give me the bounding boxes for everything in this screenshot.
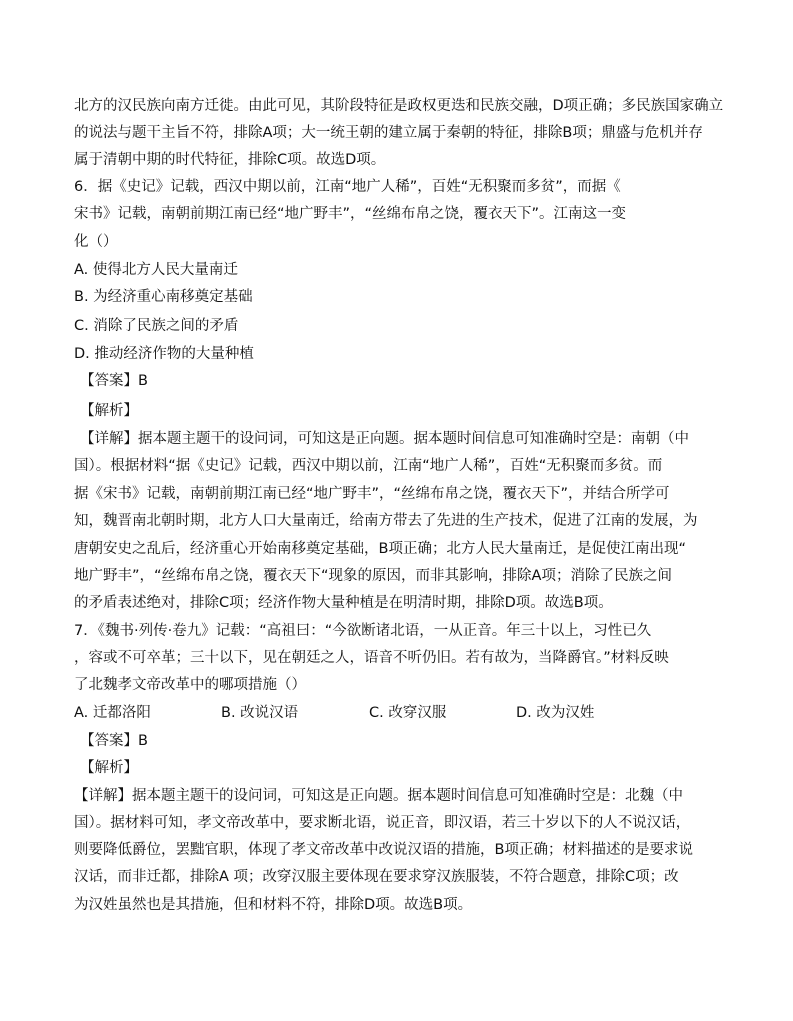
question-7-option-c: C. 改穿汉服 bbox=[369, 705, 447, 721]
text-line: 北方的汉民族向南方迁徙。由此可见，其阶段特征是政权更迭和民族交融，D项正确；多民族国家确立 bbox=[74, 98, 724, 114]
question-7-option-a: A. 迁都洛阳 bbox=[74, 705, 151, 721]
question-7-option-d: D. 改为汉姓 bbox=[516, 705, 595, 721]
question-7-answer: 【答案】B bbox=[80, 733, 148, 749]
question-6-answer: 【答案】B bbox=[80, 373, 148, 389]
question-6-explanation: 唐朝安史之乱后，经济重心开始南移奠定基础，B项正确；北方人民大量南迁，是促使江南出现“ bbox=[74, 541, 686, 557]
text-line: 的说法与题干主旨不符，排除A项；大一统王朝的建立属于秦朝的特征，排除B项；鼎盛与危机并存 bbox=[74, 125, 703, 141]
question-7-stem: 了北魏孝文帝改革中的哪项措施（） bbox=[74, 677, 306, 693]
question-6-option-d: D. 推动经济作物的大量种植 bbox=[74, 346, 254, 362]
question-7-stem: 7．《魏书·列传·卷九》记载：“高祖曰：“今欲断诸北语，一从正音。年三十以上，习性已久 bbox=[74, 623, 652, 639]
question-6-explanation: 地广野丰”，“丝绵布帛之饶，覆衣天下“现象的原因，而非其影响，排除A项；消除了民族之间 bbox=[74, 568, 672, 584]
question-6-stem: 6．据《史记》记载，西汉中期以前，江南“地广人稀”，百姓“无积聚而多贫”，而据《 bbox=[74, 179, 621, 195]
question-6-option-a: A. 使得北方人民大量南迁 bbox=[74, 262, 238, 278]
question-7-options bbox=[74, 703, 734, 723]
question-6-option-b: B. 为经济重心南移奠定基础 bbox=[74, 289, 253, 305]
question-7-explanation: 国）。据材料可知，孝文帝改革中，要求断北语，说正音，即汉语，若三十岁以下的人不说汉话， bbox=[74, 815, 691, 831]
question-6-option-c: C. 消除了民族之间的矛盾 bbox=[74, 318, 239, 334]
question-6-stem: 宋书》记载，南朝前期江南已经“地广野丰”，“丝绵布帛之饶，覆衣天下”。江南这一变 bbox=[74, 206, 627, 222]
question-6-explanation: 知，魏晋南北朝时期，北方人口大量南迁，给南方带去了先进的生产技术，促进了江南的发展，为 bbox=[74, 513, 698, 529]
question-7-explanation: 【详解】据本题主题干的设问词，可知这是正向题。据本题时间信息可知准确时空是：北魏（中 bbox=[74, 788, 683, 804]
question-6-stem: 化（） bbox=[74, 234, 118, 250]
question-7-stem: ，容或不可卒革；三十以下，见在朝廷之人，语音不听仍旧。若有故为，当降爵官。”材料反映 bbox=[74, 650, 669, 666]
question-6-explanation: 国）。根据材料“据《史记》记载，西汉中期以前，江南“地广人稀”，百姓“无积聚而多贫。而 bbox=[74, 458, 663, 474]
question-7-explanation: 汉话，而非迁都，排除A 项；改穿汉服主要体现在要求穿汉族服装，不符合题意，排除C项；改 bbox=[74, 869, 679, 885]
question-6-explanation: 【详解】据本题主题干的设问词，可知这是正向题。据本题时间信息可知准确时空是：南朝（中 bbox=[80, 431, 689, 447]
question-6-explanation: 据《宋书》记载，南朝前期江南已经“地广野丰”，“丝绵布帛之饶，覆衣天下”，并结合所学可 bbox=[74, 486, 670, 502]
question-6-explanation: 的矛盾表述绝对，排除C项；经济作物大量种植是在明清时期，排除D项。故选B项。 bbox=[74, 595, 613, 611]
question-6-analysis-heading: 【解析】 bbox=[80, 403, 138, 419]
text-line: 属于清朝中期的时代特征，排除C项。故选D项。 bbox=[74, 152, 386, 168]
question-7-explanation: 则要降低爵位，罢黜官职，体现了孝文帝改革中改说汉语的措施，B项正确；材料描述的是要求说 bbox=[74, 842, 693, 858]
question-7-option-b: B. 改说汉语 bbox=[221, 705, 299, 721]
question-7-analysis-heading: 【解析】 bbox=[80, 760, 138, 776]
question-7-explanation: 为汉姓虽然也是其措施，但和材料不符，排除D项。故选B项。 bbox=[74, 897, 473, 913]
